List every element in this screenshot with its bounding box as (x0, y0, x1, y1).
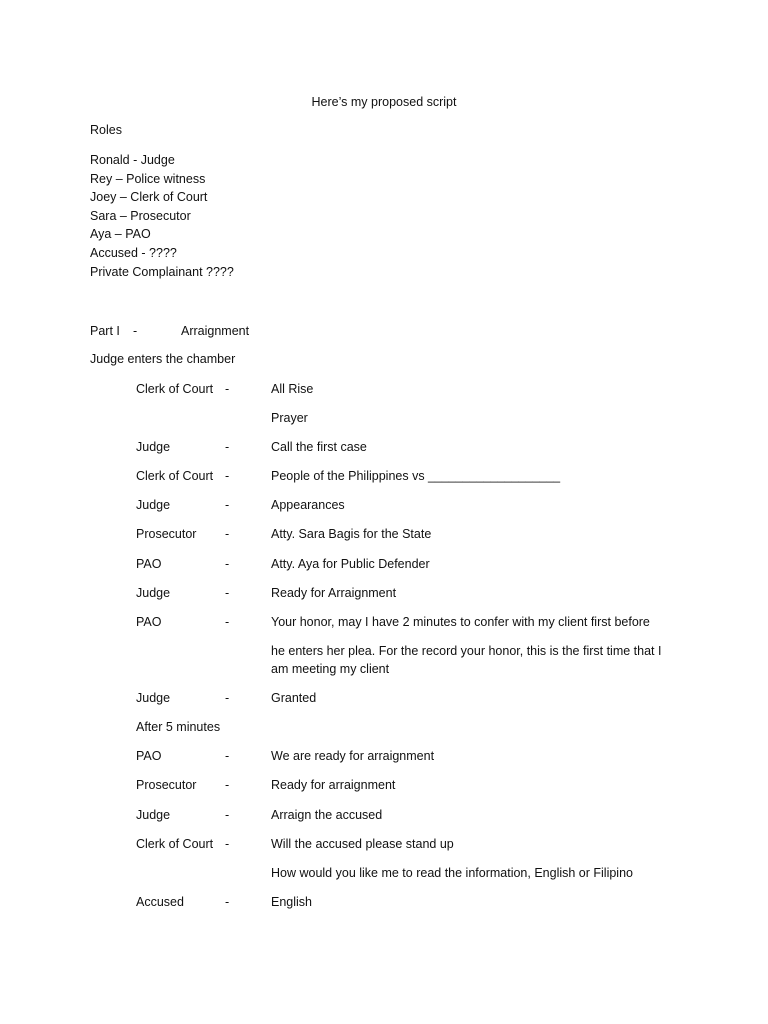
script-line: How would you like me to read the information, English or Filipino (271, 866, 633, 880)
script-speaker: Clerk of Court (136, 837, 214, 851)
script-dash: - (225, 498, 230, 512)
role-item: Sara – Prosecutor (90, 209, 191, 223)
script-line: Appearances (271, 498, 345, 512)
part-dash: - (133, 324, 138, 338)
script-speaker: Prosecutor (136, 527, 197, 541)
script-dash: - (225, 895, 230, 909)
script-line: Prayer (271, 411, 308, 425)
script-speaker: Judge (136, 440, 171, 454)
script-line: he enters her plea. For the record your honor, this is the first time that I (271, 644, 662, 658)
part-label: Part I (90, 324, 120, 338)
script-line: People of the Philippines vs ___________________ (271, 469, 561, 483)
script-speaker: Judge (136, 498, 171, 512)
script-dash: - (225, 382, 230, 396)
script-line: Ready for Arraignment (271, 586, 397, 600)
roles-heading: Roles (90, 123, 122, 137)
script-dash: - (225, 586, 230, 600)
script-line: We are ready for arraignment (271, 749, 435, 763)
script-speaker: Judge (136, 808, 171, 822)
script-line: All Rise (271, 382, 314, 396)
script-line: Your honor, may I have 2 minutes to confer with my client first before (271, 615, 650, 629)
script-speaker: PAO (136, 615, 162, 629)
script-speaker: PAO (136, 557, 162, 571)
role-item: Joey – Clerk of Court (90, 190, 208, 204)
role-item: Private Complainant ???? (90, 265, 234, 279)
script-speaker: Clerk of Court (136, 382, 214, 396)
script-speaker: After 5 minutes (136, 720, 221, 734)
script-speaker: Judge (136, 691, 171, 705)
script-dash: - (225, 691, 230, 705)
script-line: Call the first case (271, 440, 367, 454)
role-item: Rey – Police witness (90, 172, 206, 186)
script-line: am meeting my client (271, 662, 390, 676)
script-speaker: Judge (136, 586, 171, 600)
script-line: English (271, 895, 312, 909)
script-dash: - (225, 749, 230, 763)
script-speaker: Clerk of Court (136, 469, 214, 483)
script-dash: - (225, 527, 230, 541)
script-line: Will the accused please stand up (271, 837, 454, 851)
script-speaker: PAO (136, 749, 162, 763)
stage-direction: Judge enters the chamber (90, 352, 236, 366)
script-line: Atty. Sara Bagis for the State (271, 527, 432, 541)
script-dash: - (225, 440, 230, 454)
script-speaker: Accused (136, 895, 184, 909)
script-dash: - (225, 808, 230, 822)
role-item: Accused - ???? (90, 246, 177, 260)
script-dash: - (225, 615, 230, 629)
script-dash: - (225, 778, 230, 792)
script-dash: - (225, 469, 230, 483)
script-line: Ready for arraignment (271, 778, 396, 792)
script-speaker: Prosecutor (136, 778, 197, 792)
script-line: Granted (271, 691, 317, 705)
part-name: Arraignment (181, 324, 250, 338)
script-dash: - (225, 837, 230, 851)
page-title: Here’s my proposed script (311, 95, 457, 109)
script-line: Atty. Aya for Public Defender (271, 557, 430, 571)
role-item: Ronald - Judge (90, 153, 175, 167)
script-dash: - (225, 557, 230, 571)
role-item: Aya – PAO (90, 227, 151, 241)
script-line: Arraign the accused (271, 808, 383, 822)
